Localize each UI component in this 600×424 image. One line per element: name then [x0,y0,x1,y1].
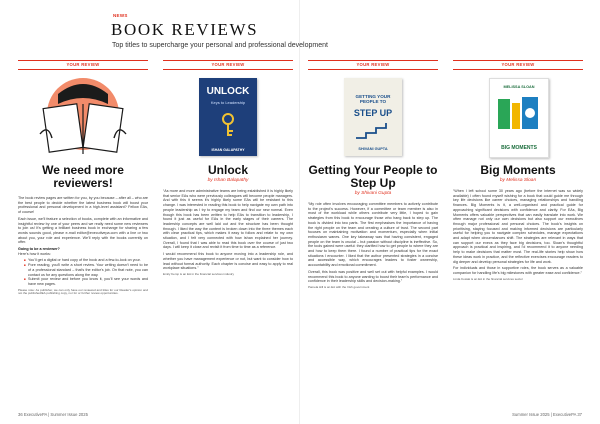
page-title: BOOK REVIEWS [111,20,259,39]
reader-illustration [18,74,148,158]
your-review-label: YOUR REVIEW [453,60,583,70]
reviewer-callout [18,60,148,296]
review-paragraph: “My role often involves encouraging committee members to actively contribute to the project's success. However, if a committee or team member is also in most of the workload while others contribute very little, I hoped to gain strategies from this book to encourage those who hang back to step up. The book is divided into two parts. The first emphasises the importance of having the right people on the team and creating a culture of trust. The second part focuses on maintaining motivation and momentum, especially when initial enthusiasm wanes. One key takeaway was that having consistent, engaged people on the team is crucial – but passion without discipline is ineffective. So, the tools gained were useful: they clarified how to get people to where they are and how to keep them there. I found a number of practical tips for the exact situations I encounter. I liked that the author presented strategies in a concise and accessible way, which encourages leaders to foster ownership, accountability and emotional commitment. [308,202,438,268]
review-paragraph: Overall, this book was positive and well set out with helpful examples. I would recommend this book to anyone wanting to boost their team's performance and confidence in their leadership skills and decision-making.” [308,269,438,284]
going-subtitle: Here's how it works: [18,251,51,256]
review-big-moments [453,60,583,281]
promo-paragraph: The book review pages are written for you, by you because – after all – who are the best people to decide whether the latest business book will boost your professional and personal development in a high-level assistant? Fellow EAs, of course! [18,196,148,215]
cover-subtitle: Keys to Leadership [210,100,246,105]
review-title: Big Moments [480,163,556,177]
list-item: ■ Pore reading, you'll write a short review. Your writing doesn't need to be of a professional standard – that's the editor's job. On that note, you can contact us for any questions along the way. [24,263,148,277]
review-byline: by Ishan Balapathy [207,178,249,183]
cover-author: ISHAN GALAPATHY [211,148,245,152]
page-footer-right: Summer Issue 2025 | ExecutivePA 37 [512,412,582,417]
book-cover [344,78,402,156]
your-review-label: YOUR REVIEW [308,60,438,70]
cover-title: UNLOCK [206,86,250,97]
cover-title: GETTING YOUR PEOPLE TO [355,94,391,104]
cover-subtitle: STEP UP [353,108,393,118]
review-paragraph: “When I left school some 30 years ago (before the internet was so widely available) I often found myself wishing for a book that could guide me through key life decisions like career choices, managing relationships and handling finances. Big Moments is it, a well-organised and practical guide for approaching significant decisions with confidence and clarity. For EAs, Big Moments offers valuable perspectives that can easily translate into work. We often manage not only our own decisions but also support our executives through major professional and personal choices. The book's insights on prioritising, staying focused and making informed decisions are particularly useful for helping you to navigate complex schedules, manage expectations and adapt when circumstances shift. The strategies are relevant in ways that can support our execs as they face big decisions, too. Sloan's thoughtful approach is practical and inspiring, and I'd recommend it to anyone needing help to make decisions that matter most. The real-life stories help show how these ideas work in practice, and the reflective exercises encourage readers to dig deeper and develop personal strategies for life and work. [453,189,583,264]
stairs-icon [354,122,392,140]
review-unlock [163,60,293,277]
promo-note: Please note: As publisher, we can only have our reviewed and titles for our Reader's opinion and not the published/EA publishing copy, nor for or further review opportunities. [18,287,148,296]
cover-title: BIG MOMENTS [501,145,537,151]
book-cover [489,78,549,158]
promo-body [18,196,148,296]
list-item: ■ Submit your review and before you know it, you'll see your words and have new pages. [24,277,148,286]
reviewer-credit: Linda Kosiak is an EA in the financial services sector [453,276,523,281]
review-byline: by Shivani Gupta [354,191,392,196]
section-kicker: NEWS [113,13,128,18]
review-title: Unlock [207,163,248,177]
process-list [24,258,148,286]
review-paragraph: “As more and more administrative teams are being established it is highly likely that senior EAs who were previously colleagues will become people managers. And with this it seems it's highly likely some EAs will be resistant to this change. I was interested in reading this book to help navigate my own path into people leadership as I try to engage my team and find our new normal. Even though this book has been written to help EAs to transition to leadership, I found it just as useful for EAs in the early stages of their careers. The leadership concepts are well laid out and the structure has been thought through. I liked the way the content is broken down into the three themes each with clear practical tips, which makes it easy to follow and relate to my own situation, and I felt very connected with how Ishan explained her journey. Overall, I found that I was able to read this book over the course of just two days. I will keep it close and revisit it from time to time as a reference. [163,189,293,250]
review-title: Getting Your People to Step Up [308,163,438,190]
going-title: Going to be a reviewer? [18,247,60,252]
page-subtitle: Top titles to supercharge your personal and professional development [112,42,328,49]
review-body [308,202,438,290]
list-item: ■ You'll get a digital or hard copy of the book and a few-to-look on your. [24,258,148,263]
cover-author: MELISSA SLOAN [503,85,535,89]
page-gutter [299,0,300,424]
reviewer-credit: Emily Kemp is an EA in the financial services industry [163,271,235,276]
your-review-label: YOUR REVIEW [163,60,293,70]
page-footer-left: 36 ExecutivePA | Summer Issue 2025 [18,412,88,417]
review-paragraph: I would recommend this book to anyone moving into a leadership role, and whether you have management experience or not, but want to consider how to lead without formal authority. Each chapter is concise and easy to apply to real workplace situations.” [163,252,293,271]
book-cover-area [163,74,293,158]
promo-headline: We need more reviewers! [42,163,124,190]
promo-paragraph: Each issue, we'll feature a selection of books, complete with an informative and insightful review by one of your peers and we really need some new reviewers to join us! It's getting a brilliant business book in exchange for sharing a few words sounds good, please e-mail editor@executivepa.com with a line or two about you, your role and experience. We'll reply with the books currently on offer. [18,216,148,245]
review-getting-your-people [308,60,438,290]
review-body [163,189,293,277]
book-cover-area [453,74,583,158]
reader-with-book-icon [18,74,148,158]
book-cover [199,78,257,156]
big-lettering-art [496,95,542,135]
cover-author: SHIVANI GUPTA [358,147,388,151]
review-paragraph: For individuals and those in supportive roles, the book serves as a valuable companion for handling life's big milestones with greater ease and confidence.” [453,266,583,275]
your-review-label: YOUR REVIEW [18,60,148,70]
book-cover-area [308,74,438,158]
reviewer-credit: Pamela Hill is an EA with the Irish government [308,284,370,289]
review-body [453,189,583,281]
key-icon [218,112,238,138]
review-byline: by Melissa Sloan [499,178,537,183]
